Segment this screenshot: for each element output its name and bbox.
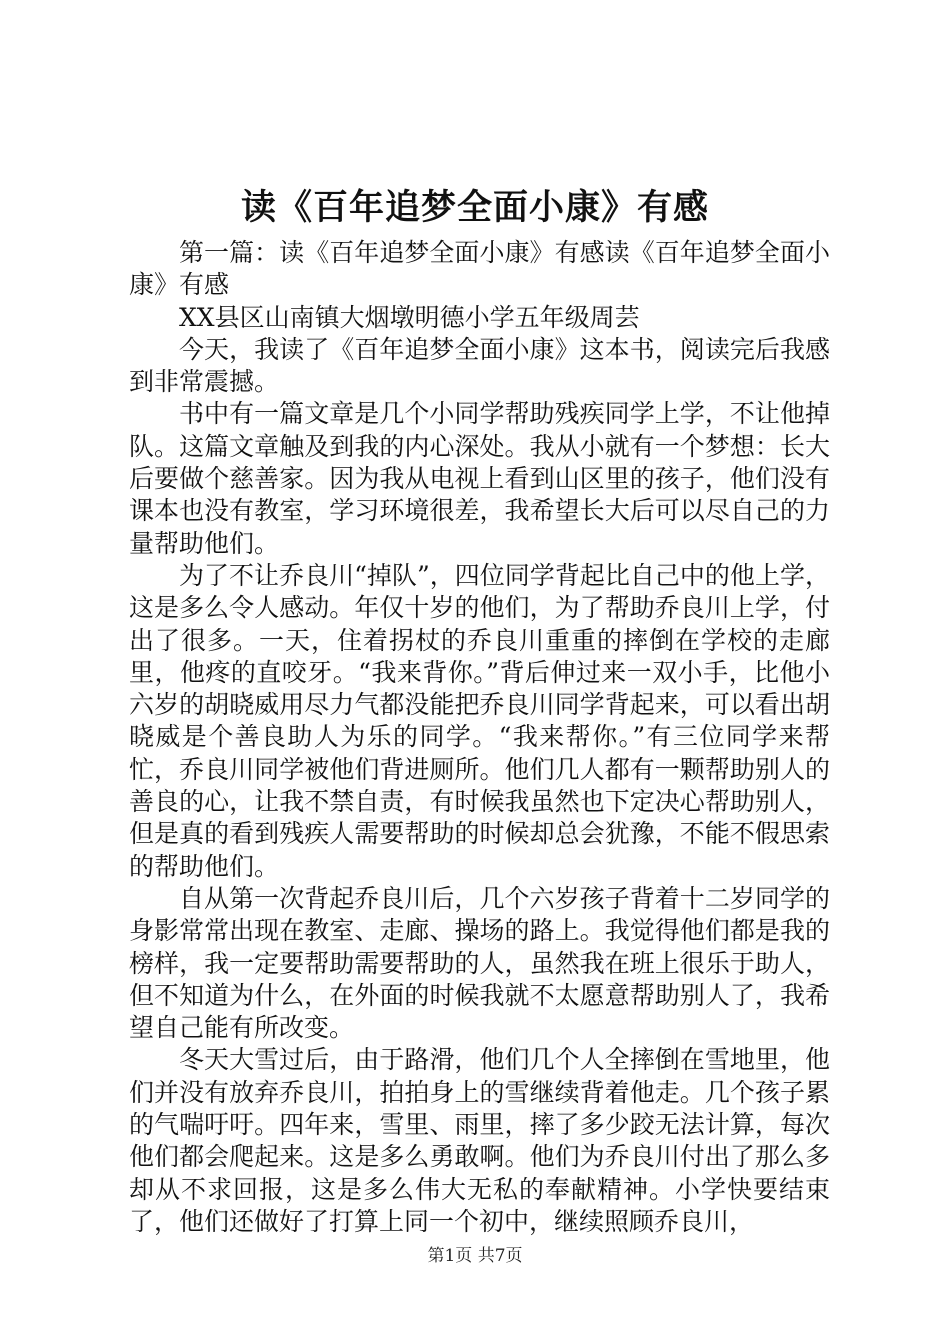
document-title: 读《百年追梦全面小康》有感 [240, 187, 709, 228]
paragraph: 为了不让乔良川“掉队”，四位同学背起比自己中的他上学，这是多么令人感动。年仅十岁的他们，为了帮助乔良川上学，付出了很多。一天，住着拐杖的乔良川重重的摔倒在学校的走廊里，他疼的直咬牙。“我来背你。”背后伸过来一双小手，比他小六岁的胡晓威用尽力气都没能把乔良川同学背起来，可以看出胡晓威是个善良助人为乐的同学。“我来帮你。”有三位同学来帮忙，乔良川同学被他们背进厕所。他们几人都有一颗帮助别人的善良的心，让我不禁自责，有时候我虽然也下定决心帮助别人，但是真的看到残疾人需要帮助的时候却总会犹豫，不能不假思索的帮助他们。 [129, 560, 830, 881]
paragraph: 自从第一次背起乔良川后，几个六岁孩子背着十二岁同学的身影常常出现在教室、走廊、操场的路上。我觉得他们都是我的榜样，我一定要帮助需要帮助的人，虽然我在班上很乐于助人，但不知道为什么，在外面的时候我就不太愿意帮助别人了，我希望自己能有所改变。 [129, 883, 830, 1043]
document-body [129, 237, 830, 1238]
paragraph: 冬天大雪过后，由于路滑，他们几个人全摔倒在雪地里，他们并没有放弃乔良川，拍拍身上的雪继续背着他走。几个孩子累的气喘吁吁。四年来，雪里、雨里，摔了多少跤无法计算，每次他们都会爬起来。这是多么勇敢啊。他们为乔良川付出了那么多却从不求回报，这是多么伟大无私的奉献精神。小学快要结束了，他们还做好了打算上同一个初中，继续照顾乔良川， [129, 1045, 830, 1236]
paragraph-heading: 第一篇：读《百年追梦全面小康》有感读《百年追梦全面小康》有感 [129, 238, 830, 300]
paragraph-author: XX县区山南镇大烟墩明德小学五年级周芸 [179, 302, 640, 332]
paragraph: 今天，我读了《百年追梦全面小康》这本书，阅读完后我感到非常震撼。 [129, 334, 830, 397]
paragraph: 书中有一篇文章是几个小同学帮助残疾同学上学，不让他掉队。这篇文章触及到我的内心深处。我从小就有一个梦想：长大后要做个慈善家。因为我从电视上看到山区里的孩子，他们没有课本也没有教室，学习环境很差，我希望长大后可以尽自己的力量帮助他们。 [129, 399, 830, 558]
page-number-footer: 第1页 共7页 [427, 1246, 523, 1266]
